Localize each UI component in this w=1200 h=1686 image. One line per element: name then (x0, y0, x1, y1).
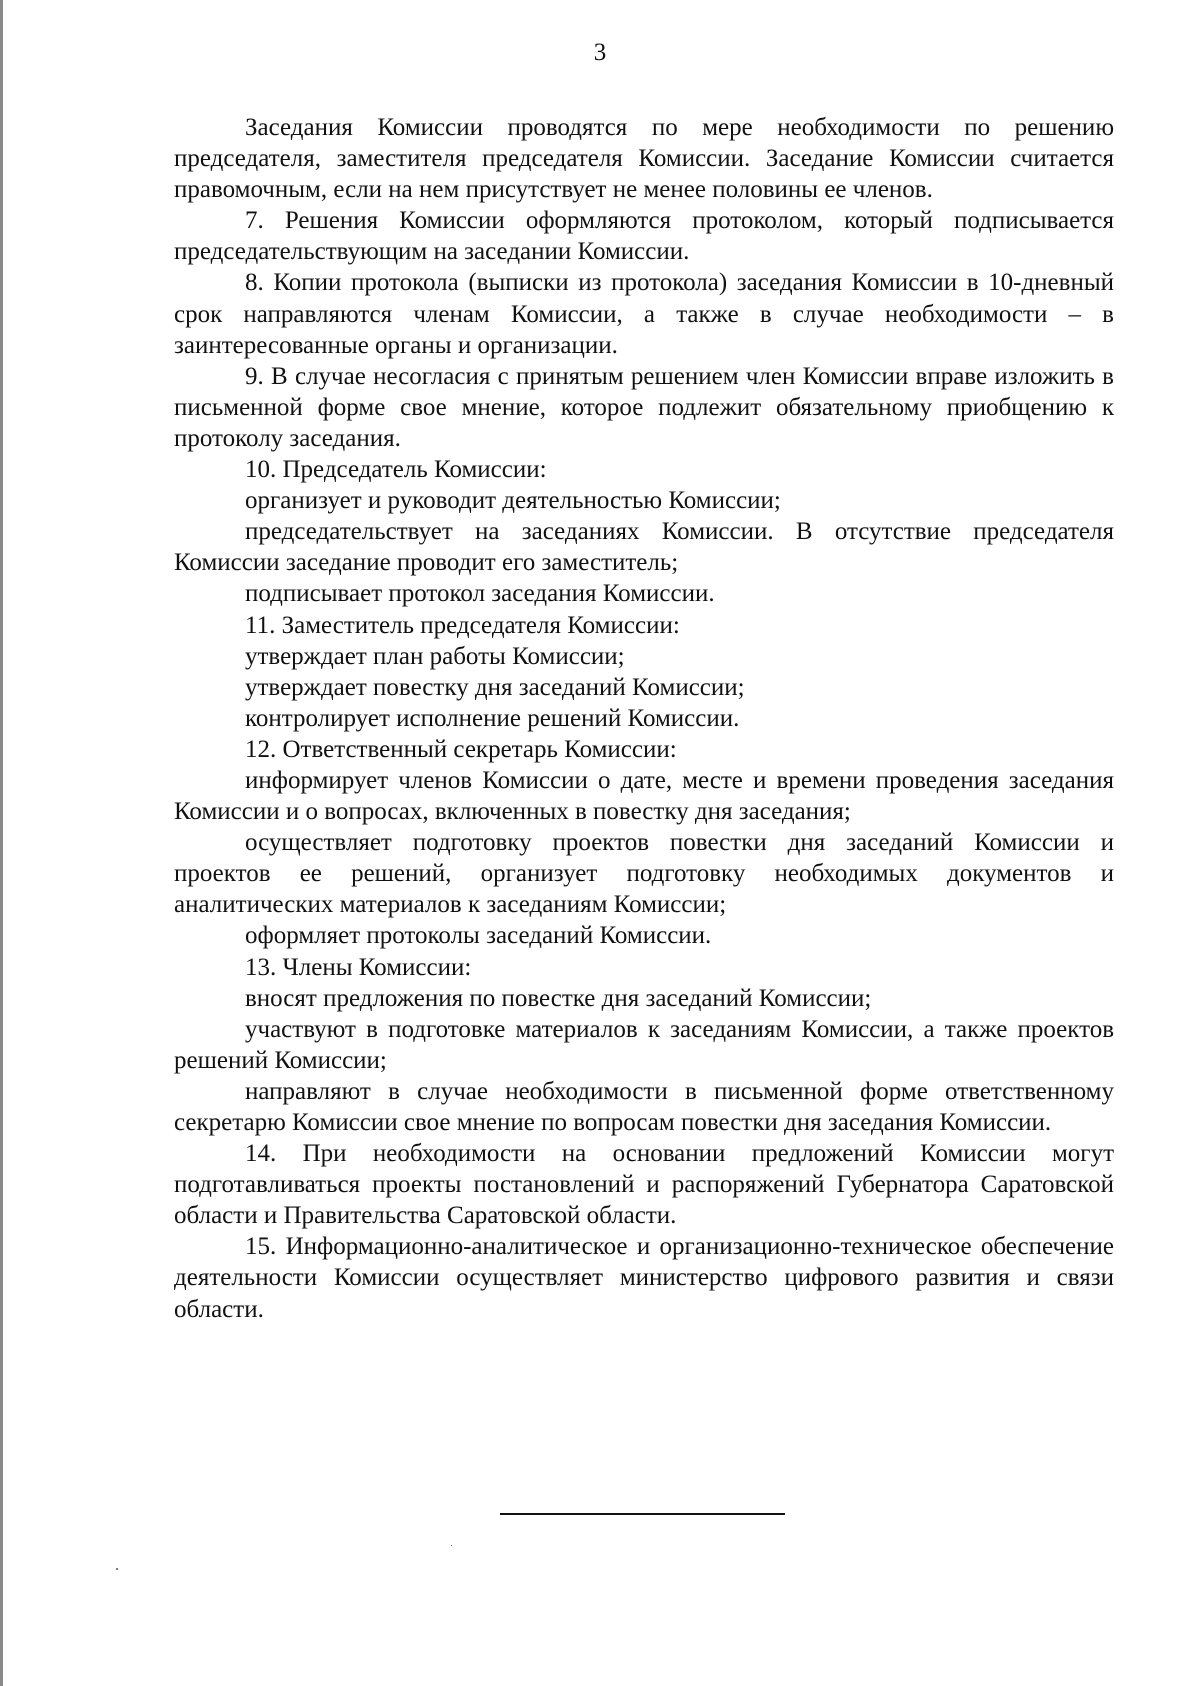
paragraph-12-item-2: осуществляет подготовку проектов повестки дня заседаний Комиссии и проектов ее решений, организует подготовку необходимых документов и аналитических материалов к заседаниям Комиссии; (174, 829, 1114, 919)
paragraph-10-item-3: подписывает протокол заседания Комиссии. (245, 580, 715, 608)
paragraph-12-item-3: оформляет протоколы заседаний Комиссии. (245, 922, 712, 950)
paragraph-11-item-1: утверждает план работы Комиссии; (245, 642, 625, 670)
scan-speck (451, 1545, 452, 1546)
paragraph-13-heading: 13. Члены Комиссии: (245, 953, 472, 981)
paragraph-13-item-1: вносят предложения по повестке дня заседаний Комиссии; (245, 984, 872, 1012)
paragraph-15: 15. Информационно-аналитическое и организационно-техническое обеспечение деятельности Комиссии осуществляет министерство цифрового развития и связи области. (174, 1233, 1114, 1323)
paragraph-13-item-2: участвуют в подготовке материалов к заседаниям Комиссии, а также проектов решений Комиссии; (174, 1015, 1114, 1074)
paragraph-12-heading: 12. Ответственный секретарь Комиссии: (245, 735, 677, 763)
paragraph-11-item-2: утверждает повестку дня заседаний Комиссии; (245, 673, 745, 701)
document-body (174, 112, 1114, 1325)
paragraph-10-item-1: организует и руководит деятельностью Комиссии; (245, 487, 781, 515)
paragraph-9: 9. В случае несогласия с принятым решением член Комиссии вправе изложить в письменной форме свое мнение, которое подлежит обязательному приобщению к протоколу заседания. (174, 362, 1114, 452)
paragraph-11-heading: 11. Заместитель председателя Комиссии: (245, 611, 680, 639)
paragraph-10-item-2: председательствует на заседаниях Комиссии. В отсутствие председателя Комиссии заседание проводит его заместитель; (174, 518, 1114, 577)
paragraph-11-item-3: контролирует исполнение решений Комиссии. (245, 704, 740, 732)
paragraph-8: 8. Копии протокола (выписки из протокола) заседания Комиссии в 10-дневный срок направляются членам Комиссии, а также в случае необходимости – в заинтересованные органы и организации. (174, 269, 1114, 359)
scan-speck (116, 1568, 118, 1570)
paragraph-12-item-1: информирует членов Комиссии о дате, месте и времени проведения заседания Комиссии и о вопросах, включенных в повестку дня заседания; (174, 766, 1114, 826)
page-number: 3 (593, 39, 607, 66)
paragraph-7: 7. Решения Комиссии оформляются протоколом, который подписывается председательствующим на заседании Комиссии. (174, 207, 1114, 266)
paragraph-13-item-3: направляют в случае необходимости в письменной форме ответственному секретарю Комиссии свое мнение по вопросам повестки дня заседания Комиссии. (174, 1077, 1114, 1136)
paragraph-14: 14. При необходимости на основании предложений Комиссии могут подготавливаться проекты постановлений и распоряжений Губернатора Саратовской области и Правительства Саратовской области. (174, 1140, 1114, 1230)
scan-edge (0, 0, 3, 1686)
paragraph-10-heading: 10. Председатель Комиссии: (245, 456, 547, 484)
end-of-document-rule (500, 1513, 785, 1515)
paragraph-meetings: Заседания Комиссии проводятся по мере необходимости по решению председателя, заместителя председателя Комиссии. Заседание Комиссии считается правомочным, если на нем присутствует не менее половины ее членов. (174, 114, 1114, 204)
